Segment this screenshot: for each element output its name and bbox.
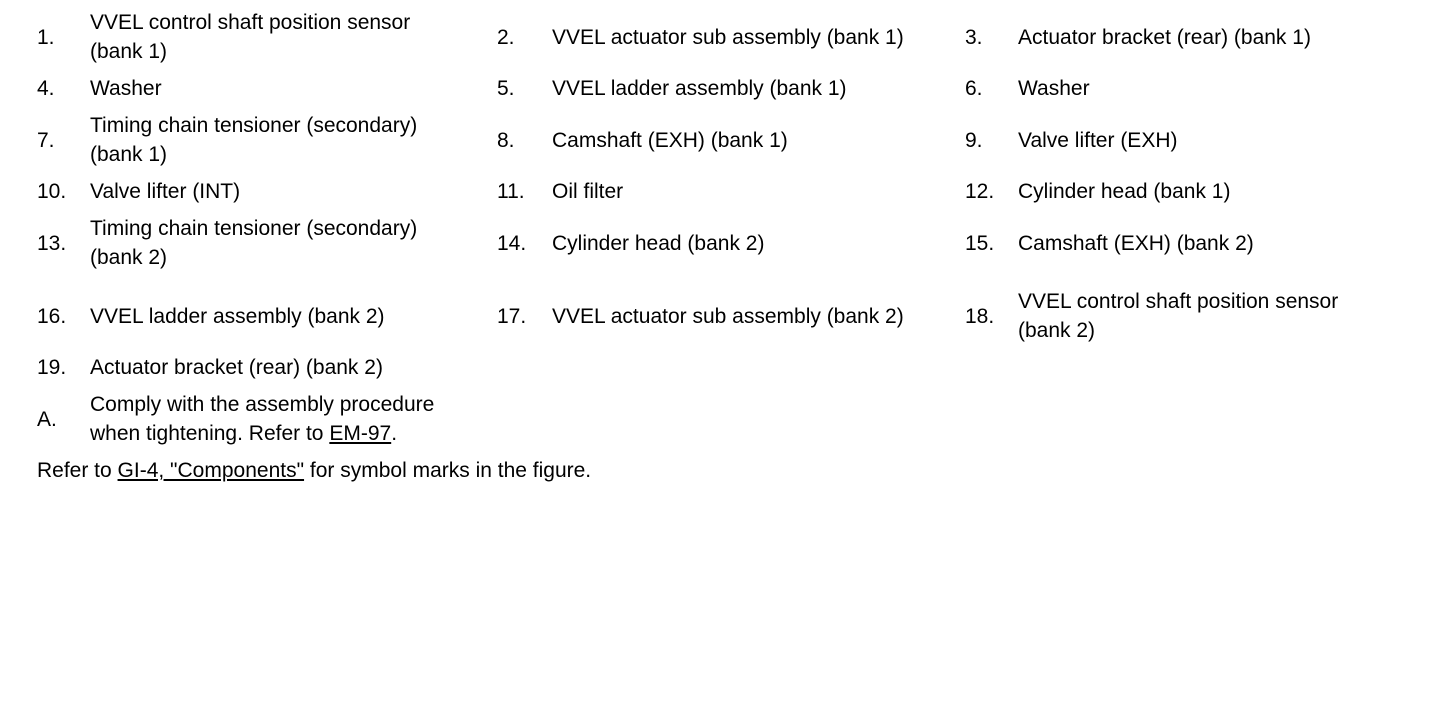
- legend-row: [37, 177, 1417, 206]
- footer-note: [37, 456, 1417, 485]
- note-text: [90, 390, 485, 448]
- item-number: 18.: [965, 304, 995, 328]
- legend-row: [37, 214, 1417, 272]
- legend-row: [37, 287, 1417, 345]
- item-number: 5.: [497, 77, 515, 100]
- legend-row: [37, 8, 1417, 66]
- item-number: 13.: [37, 231, 67, 255]
- item-label: VVEL actuator sub assembly (bank 1): [552, 25, 904, 49]
- footer-text-after: for symbol marks in the figure.: [304, 459, 592, 482]
- gi-4-components-link[interactable]: GI-4, "Components": [117, 459, 305, 482]
- item-number: 11.: [497, 180, 525, 203]
- legend-row: [37, 353, 1417, 382]
- item-label: Oil filter: [552, 180, 624, 203]
- item-number: 19.: [37, 356, 67, 379]
- item-label: Camshaft (EXH) (bank 2): [1018, 231, 1254, 255]
- item-number: 10.: [37, 180, 67, 203]
- item-number: 16.: [37, 304, 67, 328]
- note-text-after: .: [391, 422, 398, 445]
- item-number: 1.: [37, 25, 55, 49]
- note-text-before: Comply with the assembly procedure when tightening. Refer to: [90, 393, 435, 445]
- item-number: 8.: [497, 128, 515, 152]
- parts-legend: [37, 8, 1417, 485]
- item-label: VVEL ladder assembly (bank 2): [90, 304, 385, 328]
- item-label: Camshaft (EXH) (bank 1): [552, 128, 788, 152]
- item-number: 9.: [965, 128, 983, 152]
- item-label: Washer: [90, 77, 162, 100]
- item-number: 7.: [37, 128, 55, 152]
- item-label: Valve lifter (EXH): [1018, 128, 1178, 152]
- item-label: Valve lifter (INT): [90, 180, 241, 203]
- item-number: 4.: [37, 77, 55, 100]
- item-label: VVEL control shaft position sensor (bank 2): [1018, 290, 1339, 342]
- item-number: 14.: [497, 231, 527, 255]
- item-number: 2.: [497, 25, 515, 49]
- item-label: VVEL control shaft position sensor (bank 1): [90, 11, 411, 63]
- item-label: Timing chain tensioner (secondary) (bank 1): [90, 114, 418, 166]
- em-97-link[interactable]: EM-97: [329, 422, 392, 445]
- item-label: VVEL actuator sub assembly (bank 2): [552, 304, 904, 328]
- item-number: 6.: [965, 77, 983, 100]
- item-label: Actuator bracket (rear) (bank 2): [90, 356, 383, 379]
- item-label: VVEL ladder assembly (bank 1): [552, 77, 847, 100]
- note-letter: A.: [37, 407, 57, 431]
- legend-row: [37, 74, 1417, 103]
- item-label: Timing chain tensioner (secondary) (bank 2): [90, 217, 418, 269]
- note-row: [37, 390, 1417, 448]
- item-label: Washer: [1018, 77, 1090, 100]
- item-label: Cylinder head (bank 1): [1018, 180, 1231, 203]
- item-number: 17.: [497, 304, 527, 328]
- footer-text-before: Refer to: [37, 459, 118, 482]
- item-number: 15.: [965, 231, 995, 255]
- item-label: Actuator bracket (rear) (bank 1): [1018, 25, 1311, 49]
- item-number: 12.: [965, 180, 995, 203]
- item-label: Cylinder head (bank 2): [552, 231, 765, 255]
- legend-row: [37, 111, 1417, 169]
- item-number: 3.: [965, 25, 983, 49]
